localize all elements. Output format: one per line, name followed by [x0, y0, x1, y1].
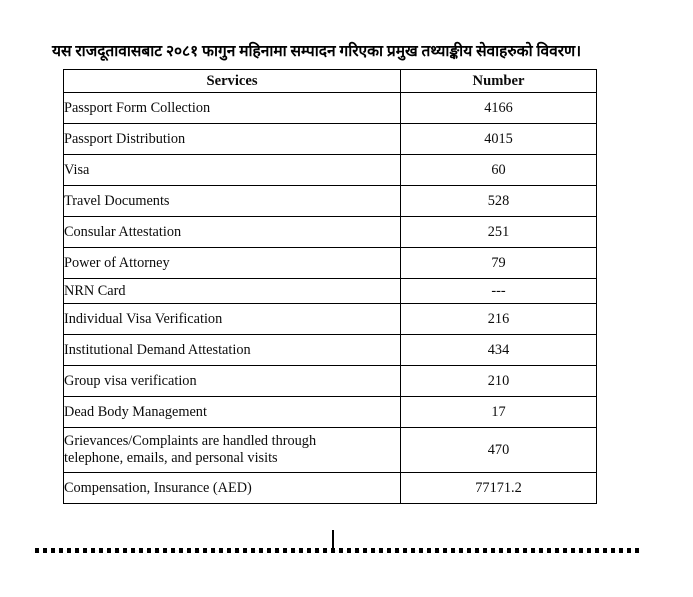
table-row [64, 155, 597, 186]
table-body [64, 93, 597, 504]
service-name-line: Institutional Demand Attestation [64, 341, 251, 358]
column-header-services: Services [64, 70, 401, 93]
service-name-line: NRN Card [64, 282, 126, 299]
table-row [64, 186, 597, 217]
service-name-line: Group visa verification [64, 372, 197, 389]
dotted-divider [35, 548, 641, 553]
service-number-cell: 470 [401, 428, 597, 473]
table-row [64, 279, 597, 304]
service-name-line: Travel Documents [64, 192, 170, 209]
service-number-cell: 251 [401, 217, 597, 248]
service-number-cell: --- [401, 279, 597, 304]
service-number-cell: 216 [401, 304, 597, 335]
service-number-cell: 528 [401, 186, 597, 217]
service-name-cell [64, 304, 401, 335]
table-row [64, 397, 597, 428]
table-row [64, 217, 597, 248]
service-name-line: Passport Form Collection [64, 99, 211, 116]
column-header-number: Number [401, 70, 597, 93]
service-name-cell [64, 155, 401, 186]
service-number-cell: 79 [401, 248, 597, 279]
service-name-cell [64, 366, 401, 397]
service-name-cell [64, 124, 401, 155]
service-name-cell [64, 279, 401, 304]
service-name-line: telephone, emails, and personal visits [64, 450, 278, 466]
service-name-cell [64, 335, 401, 366]
service-name-line: Power of Attorney [64, 254, 170, 271]
statistics-table [63, 69, 597, 504]
table-row [64, 428, 597, 473]
service-name-cell [64, 428, 401, 473]
table-row [64, 248, 597, 279]
service-name-line: Grievances/Complaints are handled through [64, 433, 317, 449]
service-name-line: Compensation, Insurance (AED) [64, 479, 252, 496]
service-number-cell: 60 [401, 155, 597, 186]
service-name-cell [64, 217, 401, 248]
service-number-cell: 4166 [401, 93, 597, 124]
service-number-cell: 4015 [401, 124, 597, 155]
service-name-cell [64, 397, 401, 428]
service-name-cell [64, 248, 401, 279]
service-name-line: Dead Body Management [64, 403, 207, 420]
table-row [64, 124, 597, 155]
table-row [64, 335, 597, 366]
table-header-row [64, 70, 597, 93]
service-name-cell [64, 186, 401, 217]
service-name-line: Passport Distribution [64, 130, 186, 147]
service-name-line: Individual Visa Verification [64, 310, 223, 327]
service-name-line: Consular Attestation [64, 223, 182, 240]
service-number-cell: 210 [401, 366, 597, 397]
table-row [64, 473, 597, 504]
table-header [64, 70, 597, 93]
table-row [64, 366, 597, 397]
service-name-cell [64, 93, 401, 124]
service-number-cell: 17 [401, 397, 597, 428]
table-row [64, 304, 597, 335]
service-name-line: Visa [64, 161, 90, 178]
service-number-cell: 77171.2 [401, 473, 597, 504]
service-number-cell: 434 [401, 335, 597, 366]
page-title: यस राजदूतावासबाट २०८१ फागुन महिनामा सम्पादन गरिएका प्रमुख तथ्याङ्कीय सेवाहरुको विवरण। [52, 43, 582, 60]
table-row [64, 93, 597, 124]
service-name-cell [64, 473, 401, 504]
